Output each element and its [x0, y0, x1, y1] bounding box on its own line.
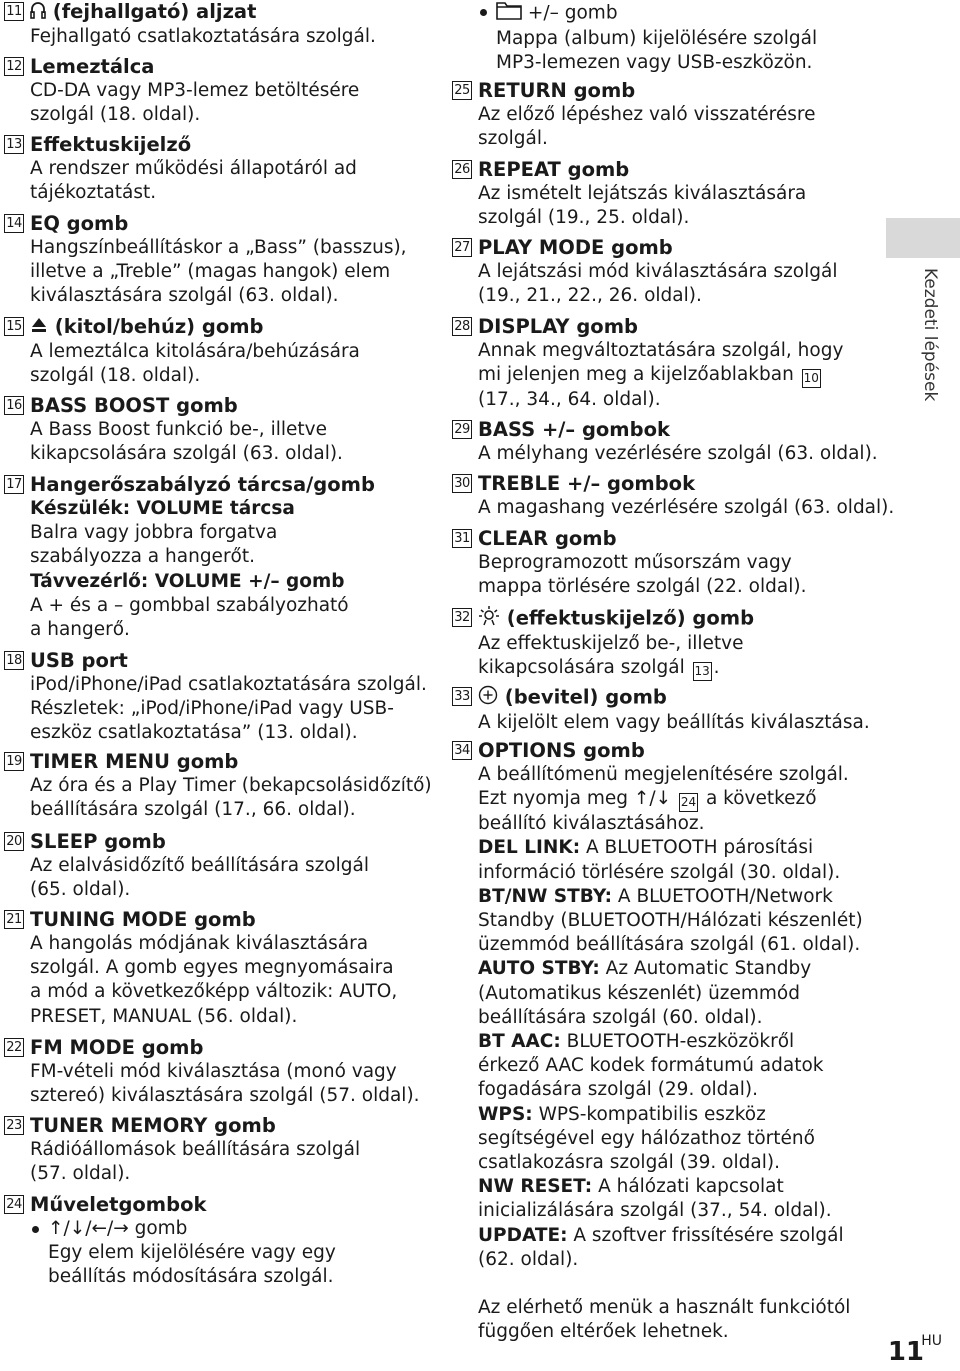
description-text: WPS-kompatibilis eszköz: [532, 1103, 766, 1125]
description-line: [4, 798, 444, 822]
reference-number: 10: [802, 369, 821, 388]
item-number-badge: 17: [4, 475, 24, 494]
description-text: CD-DA vagy MP3-lemez betöltésére: [30, 80, 360, 101]
description-text: Az óra és a Play Timer (bekapcsolásidőzítő): [30, 775, 432, 796]
description-line: [4, 774, 444, 798]
entry-heading: [4, 1193, 444, 1217]
description-text: inicializálására szolgál (37., 54. oldal).: [478, 1200, 832, 1222]
entry-heading: [4, 750, 444, 774]
entry-heading: [4, 473, 444, 497]
item-number-badge: 34: [452, 741, 472, 760]
description-line: [4, 181, 444, 205]
description-line: [4, 854, 444, 878]
entry-13: [4, 133, 444, 205]
description-line: [452, 1006, 872, 1030]
description-line: [452, 575, 872, 599]
description-line: [452, 388, 872, 412]
entry-heading: [452, 315, 872, 339]
entry-heading: [452, 606, 872, 632]
description-text: Az Automatic Standby: [599, 958, 812, 980]
option-name: BT/NW STBY:: [478, 885, 613, 907]
entry-heading: [4, 1036, 444, 1060]
bullet-title: +/– gomb: [522, 2, 618, 24]
description-line: [452, 1151, 872, 1175]
entry-title: Lemeztálca: [30, 55, 155, 78]
description-text: (57. oldal).: [30, 1163, 131, 1185]
entry-11: [4, 0, 444, 49]
description-text: a hangerő.: [30, 619, 130, 641]
description-line: [4, 673, 444, 697]
item-number-badge: 14: [4, 214, 24, 233]
description-line: [4, 594, 444, 618]
item-number-badge: 30: [452, 474, 472, 493]
entry-24: [4, 1193, 444, 1290]
description-text: A lemeztálca kitolására/behúzására: [30, 340, 360, 362]
bullet-description-line: MP3-lemezen vagy USB-eszközön.: [496, 52, 813, 74]
description-line: [4, 103, 444, 127]
entry-heading: [452, 685, 872, 711]
description-text-after: .: [713, 657, 720, 679]
description-text: szolgál. A gomb egyes megnyomásaira: [30, 957, 394, 979]
entry-title: Effektuskijelző: [30, 133, 192, 156]
entry-heading: [4, 1114, 444, 1138]
item-number-badge: 25: [452, 81, 472, 100]
description-text: A lejátszási mód kiválasztására szolgál: [478, 261, 838, 282]
description-text: (19., 21., 22., 26. oldal).: [478, 285, 702, 307]
entry-title: REPEAT gomb: [478, 158, 630, 181]
description-text: eszköz csatlakoztatása” (13. oldal).: [30, 722, 358, 744]
folder-icon: [496, 0, 522, 27]
entry-14: [4, 212, 444, 309]
entry-26: [452, 158, 872, 230]
item-number-badge: 12: [4, 57, 24, 76]
description-line: [452, 1199, 872, 1223]
description-line: [4, 618, 444, 642]
description-line: [452, 909, 872, 933]
description-line: [4, 364, 444, 388]
description-text: Hangszínbeállításkor a „Bass” (basszus),: [30, 237, 407, 258]
description-line: [4, 79, 444, 103]
bullet-title: ↑/↓/←/→ gomb: [48, 1218, 188, 1239]
description-line: [4, 521, 444, 545]
entry-title: RETURN gomb: [478, 79, 636, 102]
entry-title: BASS BOOST gomb: [30, 394, 238, 417]
enter-icon: [478, 685, 498, 711]
page-language-suffix: HU: [921, 1333, 942, 1349]
description-line: [452, 885, 872, 909]
description-line: [4, 497, 444, 521]
entry-title: TIMER MENU gomb: [30, 750, 239, 773]
description-text: (17., 34., 64. oldal).: [478, 389, 661, 411]
entry-25: [452, 79, 872, 151]
description-line: [452, 1224, 872, 1248]
description-line: [452, 957, 872, 981]
entry-title: Hangerőszabályzó tárcsa/gomb: [30, 473, 375, 496]
description-line: [452, 982, 872, 1006]
description-text: A kijelölt elem vagy beállítás kiválasztása.: [478, 712, 870, 733]
entry-heading: [4, 908, 444, 932]
description-line: [4, 260, 444, 284]
description-text: mi jelenjen meg a kijelzőablakban: [478, 364, 794, 386]
description-line: [452, 1127, 872, 1151]
option-name: DEL LINK:: [478, 837, 581, 859]
footer-note-line: függően eltérőek lehetnek.: [478, 1321, 729, 1343]
description-text: üzemmód beállítására szolgál (61. oldal).: [478, 934, 861, 956]
description-text: segítségével egy hálózathoz történő: [478, 1127, 815, 1149]
entry-heading: [4, 394, 444, 418]
description-text: A szoftver frissítésére szolgál: [567, 1224, 844, 1246]
entry-21: [4, 908, 444, 1029]
description-text: A beállítómenü megjelenítésére szolgál.: [478, 764, 849, 785]
description-text: Beprogramozott műsorszám vagy: [478, 552, 792, 573]
description-text: A rendszer működési állapotáról ad: [30, 158, 357, 179]
description-line: [4, 1005, 444, 1029]
section-label: Kezdeti lépések: [920, 268, 940, 402]
description-text: érkező AAC kodek formátumú adatok: [478, 1055, 824, 1077]
bullet-dot: [480, 9, 487, 16]
entry-15: [4, 315, 444, 388]
description-text: tájékoztatást.: [30, 182, 157, 204]
description-line: [452, 260, 872, 284]
description-line: [4, 956, 444, 980]
option-name: NW RESET:: [478, 1176, 593, 1198]
entry-heading: [4, 0, 444, 25]
description-text: A magashang vezérlésére szolgál (63. oldal).: [478, 497, 895, 518]
entry-title: (effektuskijelző) gomb: [500, 606, 755, 630]
description-text: kikapcsolására szolgál (63. oldal).: [30, 443, 343, 465]
entry-title: OPTIONS gomb: [478, 739, 645, 762]
description-text: mappa törlésére szolgál (22. oldal).: [478, 576, 807, 598]
entry-title: TUNER MEMORY gomb: [30, 1114, 276, 1137]
entry-title: PLAY MODE gomb: [478, 236, 673, 259]
item-number-badge: 22: [4, 1038, 24, 1057]
description-line: [452, 127, 872, 151]
page-number: 11: [887, 1337, 924, 1367]
item-number-badge: 18: [4, 651, 24, 670]
reference-number: 13: [693, 662, 712, 681]
description-text: Az előző lépéshez való visszatérésre: [478, 104, 816, 125]
description-line: [4, 442, 444, 466]
item-number-badge: 19: [4, 752, 24, 771]
description-line: [4, 697, 444, 721]
description-text: Fejhallgató csatlakoztatására szolgál.: [30, 25, 376, 47]
item-number-badge: 24: [4, 1195, 24, 1214]
description-line: [452, 933, 872, 957]
description-text: Standby (BLUETOOTH/Hálózati készenlét): [478, 910, 863, 932]
description-line: [452, 206, 872, 230]
entry-heading: [4, 55, 444, 79]
item-number-badge: 21: [4, 910, 24, 929]
description-text: Balra vagy jobbra forgatva: [30, 522, 278, 544]
entry-title: CLEAR gomb: [478, 527, 617, 550]
description-text: Ezt nyomja meg ↑/↓: [478, 788, 672, 810]
description-line: [4, 340, 444, 364]
description-line: [452, 1175, 872, 1199]
eject-icon: [30, 316, 48, 340]
description-line: [4, 932, 444, 956]
reference-number: 24: [679, 793, 698, 812]
description-line: [4, 721, 444, 745]
description-text: Az elalvásidőzítő beállítására szolgál: [30, 855, 369, 876]
entry-heading: [4, 649, 444, 673]
entry-title: DISPLAY gomb: [478, 315, 638, 338]
footer-note-line: Az elérhető menük a használt funkciótól: [478, 1297, 851, 1318]
description-text: kiválasztására szolgál (63. oldal).: [30, 285, 339, 307]
description-line: [4, 545, 444, 569]
description-text: beállítására szolgál (60. oldal).: [478, 1006, 763, 1028]
bullet-item: [452, 0, 872, 27]
entry-18: [4, 649, 444, 746]
description-text: szolgál (19., 25. oldal).: [478, 207, 690, 229]
description-text: beállító kiválasztásához.: [478, 813, 705, 835]
entry-16: [4, 394, 444, 466]
description-text: FM-vételi mód kiválasztása (monó vagy: [30, 1061, 397, 1082]
description-text: sztereó) kiválasztására szolgál (57. oldal).: [30, 1085, 420, 1107]
description-line: [452, 1054, 872, 1078]
description-text-after: a következő: [700, 788, 817, 810]
entry-29: [452, 418, 878, 466]
description-text: információ törlésére szolgál (30. oldal).: [478, 861, 841, 883]
entry-23: [4, 1114, 444, 1186]
option-name: AUTO STBY:: [478, 958, 600, 980]
description-text: szolgál (18. oldal).: [30, 364, 201, 386]
footer-note: [478, 1296, 850, 1344]
option-name: UPDATE:: [478, 1224, 568, 1246]
description-line: [452, 363, 872, 388]
item-number-badge: 26: [452, 160, 472, 179]
entry-32: [452, 606, 872, 681]
entry-title: Műveletgombok: [30, 1193, 207, 1216]
item-number-badge: 16: [4, 396, 24, 415]
description-text: fogadására szolgál (29. oldal).: [478, 1079, 758, 1101]
description-text: BLUETOOTH-eszközökről: [560, 1031, 795, 1053]
entry-title: TUNING MODE gomb: [30, 908, 256, 931]
bullet-description-line: Mappa (album) kijelölésére szolgál: [496, 28, 818, 50]
entry-title: USB port: [30, 649, 128, 672]
entry-33: [452, 685, 872, 735]
description-line: [452, 1103, 872, 1127]
description-text: Annak megváltoztatására szolgál, hogy: [478, 340, 844, 361]
description-line: [452, 551, 872, 575]
entry-title: FM MODE gomb: [30, 1036, 204, 1059]
entry-22: [4, 1036, 444, 1108]
description-line: [4, 1084, 444, 1108]
entry-17: [4, 473, 444, 642]
entry-heading: [4, 133, 444, 157]
description-line: [4, 570, 444, 594]
description-text: Távvezérlő: VOLUME +/– gomb: [30, 570, 345, 592]
entry-heading: [452, 527, 872, 551]
entry-31: [452, 527, 872, 599]
section-tab-marker: [886, 218, 960, 258]
entry-27: [452, 236, 872, 308]
description-text: Az effektuskijelző be-, illetve: [478, 633, 744, 654]
description-text: a mód a következőképp változik: AUTO,: [30, 981, 398, 1003]
description-text: Készülék: VOLUME tárcsa: [30, 498, 295, 519]
description-text: A Bass Boost funkció be-, illetve: [30, 419, 327, 440]
item-number-badge: 13: [4, 135, 24, 154]
description-line: [452, 711, 872, 735]
item-number-badge: 29: [452, 420, 472, 439]
bullet-item: [4, 1217, 444, 1241]
description-line: [4, 418, 444, 442]
entry-title: (kitol/behúz) gomb: [48, 315, 264, 338]
entry-12: [4, 55, 444, 127]
description-line: [452, 442, 878, 466]
headphone-icon: [30, 1, 46, 25]
bullet-description-line: beállítás módosítására szolgál.: [48, 1266, 334, 1288]
description-line: [452, 182, 872, 206]
description-line: [452, 812, 872, 836]
entry-heading: [452, 418, 872, 442]
entry-34: [452, 739, 872, 1272]
item-number-badge: 28: [452, 317, 472, 336]
entry-title: (bevitel) gomb: [498, 685, 667, 709]
description-line: [4, 25, 444, 49]
description-text: (Automatikus készenlét) üzemmód: [478, 982, 800, 1004]
description-text: illetve a „Treble” (magas hangok) elem: [30, 261, 391, 283]
item-number-badge: 15: [4, 317, 24, 336]
entry-title: (fejhallgató) aljzat: [46, 0, 257, 23]
description-line: [4, 1138, 444, 1162]
item-number-badge: 32: [452, 608, 472, 627]
description-text: Részletek: „iPod/iPhone/iPad vagy USB-: [30, 698, 394, 720]
entry-heading: [452, 158, 872, 182]
description-text: csatlakozásra szolgál (39. oldal).: [478, 1152, 780, 1174]
description-text: szolgál (18. oldal).: [30, 104, 201, 126]
description-text: PRESET, MANUAL (56. oldal).: [30, 1005, 298, 1027]
description-text: szolgál.: [478, 128, 548, 150]
entry-heading: [4, 315, 444, 340]
entry-title: TREBLE +/– gombok: [478, 472, 696, 495]
description-text: (62. oldal).: [478, 1248, 579, 1270]
description-line: [452, 1248, 872, 1272]
description-line: [4, 1060, 444, 1084]
entry-19: [4, 750, 444, 822]
option-name: BT AAC:: [478, 1031, 561, 1053]
item-number-badge: 33: [452, 687, 472, 706]
description-line: [452, 1030, 872, 1054]
description-text: A hálózati kapcsolat: [592, 1176, 784, 1198]
description-text: (65. oldal).: [30, 879, 131, 901]
item-number-badge: 27: [452, 238, 472, 257]
illumination-icon: [478, 606, 500, 632]
entry-heading: [4, 830, 444, 854]
description-line: [4, 284, 444, 308]
description-text: Az ismételt lejátszás kiválasztására: [478, 183, 807, 204]
description-text: A mélyhang vezérlésére szolgál (63. oldal).: [478, 443, 878, 464]
description-line: [452, 861, 872, 885]
description-line: [452, 787, 872, 812]
option-name: WPS:: [478, 1103, 533, 1125]
description-line: [452, 656, 872, 681]
folder-bullet-entry: [452, 0, 872, 76]
description-line: [4, 1162, 444, 1186]
entry-heading: [452, 79, 872, 103]
entry-heading: [452, 236, 872, 260]
entry-heading: [4, 212, 444, 236]
entry-title: EQ gomb: [30, 212, 129, 235]
item-number-badge: 31: [452, 529, 472, 548]
entry-heading: [452, 739, 872, 763]
description-line: [452, 763, 872, 787]
entry-20: [4, 830, 444, 902]
description-text: A BLUETOOTH párosítási: [580, 837, 814, 859]
description-line: [452, 103, 872, 127]
entry-title: BASS +/– gombok: [478, 418, 670, 441]
description-text: kikapcsolására szolgál: [478, 657, 685, 679]
description-text: A + és a – gombbal szabályozható: [30, 594, 349, 616]
description-text: iPod/iPhone/iPad csatlakoztatására szolgál.: [30, 674, 427, 695]
item-number-badge: 20: [4, 832, 24, 851]
description-line: [452, 496, 895, 520]
description-line: [452, 632, 872, 656]
entry-30: [452, 472, 895, 520]
description-line: [4, 878, 444, 902]
description-line: [452, 1078, 872, 1102]
description-text: A hangolás módjának kiválasztására: [30, 933, 369, 954]
description-line: [4, 236, 444, 260]
description-line: [452, 339, 872, 363]
description-text: beállítására szolgál (17., 66. oldal).: [30, 799, 356, 821]
description-line: [4, 980, 444, 1004]
description-line: [452, 284, 872, 308]
description-text: Rádióállomások beállítására szolgál: [30, 1139, 361, 1160]
bullet-dot: [32, 1226, 39, 1233]
bullet-description-line: Egy elem kijelölésére vagy egy: [48, 1242, 336, 1264]
description-text: szabályozza a hangerőt.: [30, 546, 255, 568]
description-line: [4, 157, 444, 181]
entry-28: [452, 315, 872, 412]
item-number-badge: 23: [4, 1116, 24, 1135]
description-text: A BLUETOOTH/Network: [612, 885, 833, 907]
description-line: [452, 836, 872, 860]
entry-heading: [452, 472, 872, 496]
entry-title: SLEEP gomb: [30, 830, 166, 853]
item-number-badge: 11: [4, 2, 24, 21]
